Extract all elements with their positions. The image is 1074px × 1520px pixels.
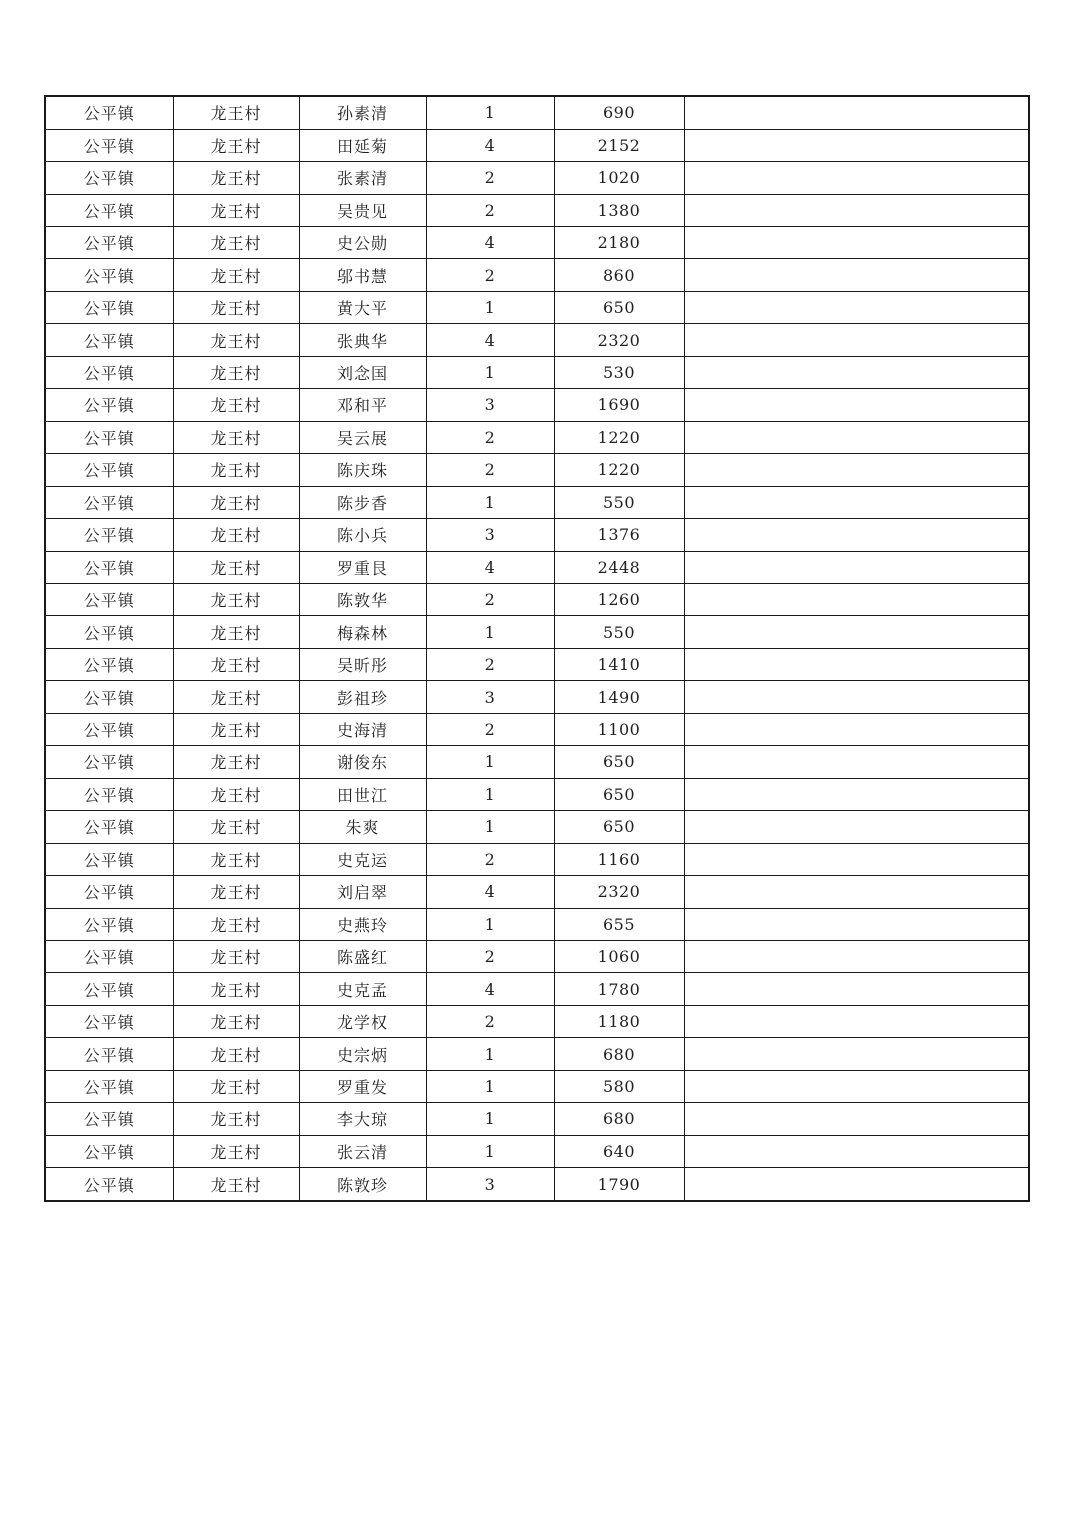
cell-count: 2: [426, 713, 554, 745]
cell-village: 龙王村: [173, 583, 299, 615]
cell-amount: 680: [554, 1103, 684, 1135]
cell-note: [684, 519, 1029, 551]
cell-name: 吴昕彤: [299, 648, 426, 680]
cell-count: 2: [426, 421, 554, 453]
cell-name: 龙学权: [299, 1005, 426, 1037]
cell-count: 1: [426, 746, 554, 778]
table-row: [45, 876, 1029, 908]
cell-village: 龙王村: [173, 778, 299, 810]
cell-town: 公平镇: [45, 486, 173, 518]
cell-name: 张云清: [299, 1135, 426, 1167]
cell-village: 龙王村: [173, 486, 299, 518]
cell-town: 公平镇: [45, 843, 173, 875]
cell-note: [684, 843, 1029, 875]
cell-amount: 2320: [554, 876, 684, 908]
cell-town: 公平镇: [45, 746, 173, 778]
cell-town: 公平镇: [45, 713, 173, 745]
cell-name: 史海清: [299, 713, 426, 745]
table-row: [45, 940, 1029, 972]
cell-count: 2: [426, 648, 554, 680]
cell-note: [684, 876, 1029, 908]
cell-town: 公平镇: [45, 583, 173, 615]
cell-town: 公平镇: [45, 811, 173, 843]
cell-count: 3: [426, 1168, 554, 1201]
table-row: [45, 519, 1029, 551]
cell-town: 公平镇: [45, 1168, 173, 1201]
cell-note: [684, 940, 1029, 972]
cell-count: 1: [426, 486, 554, 518]
cell-count: 2: [426, 843, 554, 875]
cell-note: [684, 1070, 1029, 1102]
cell-note: [684, 226, 1029, 258]
cell-town: 公平镇: [45, 226, 173, 258]
cell-village: 龙王村: [173, 1038, 299, 1070]
cell-amount: 1020: [554, 162, 684, 194]
cell-name: 史燕玲: [299, 908, 426, 940]
table-row: [45, 843, 1029, 875]
cell-count: 1: [426, 1135, 554, 1167]
cell-amount: 1260: [554, 583, 684, 615]
cell-amount: 1220: [554, 454, 684, 486]
cell-amount: 1220: [554, 421, 684, 453]
cell-count: 4: [426, 876, 554, 908]
cell-amount: 1160: [554, 843, 684, 875]
cell-count: 1: [426, 1103, 554, 1135]
cell-count: 2: [426, 259, 554, 291]
cell-town: 公平镇: [45, 96, 173, 129]
table-row: [45, 421, 1029, 453]
cell-amount: 650: [554, 746, 684, 778]
cell-town: 公平镇: [45, 324, 173, 356]
cell-village: 龙王村: [173, 421, 299, 453]
cell-amount: 690: [554, 96, 684, 129]
cell-count: 1: [426, 616, 554, 648]
table-row: [45, 1038, 1029, 1070]
cell-name: 史克孟: [299, 973, 426, 1005]
cell-note: [684, 96, 1029, 129]
cell-count: 2: [426, 162, 554, 194]
cell-name: 史克运: [299, 843, 426, 875]
cell-amount: 1180: [554, 1005, 684, 1037]
cell-name: 谢俊东: [299, 746, 426, 778]
cell-town: 公平镇: [45, 194, 173, 226]
cell-village: 龙王村: [173, 454, 299, 486]
cell-name: 陈敦珍: [299, 1168, 426, 1201]
cell-amount: 1690: [554, 389, 684, 421]
cell-village: 龙王村: [173, 389, 299, 421]
cell-town: 公平镇: [45, 551, 173, 583]
cell-note: [684, 583, 1029, 615]
table-row: [45, 356, 1029, 388]
table-row: [45, 681, 1029, 713]
cell-village: 龙王村: [173, 648, 299, 680]
cell-town: 公平镇: [45, 616, 173, 648]
cell-village: 龙王村: [173, 291, 299, 323]
cell-note: [684, 129, 1029, 161]
cell-town: 公平镇: [45, 1070, 173, 1102]
table-row: [45, 486, 1029, 518]
table-row: [45, 908, 1029, 940]
cell-note: [684, 973, 1029, 1005]
cell-note: [684, 648, 1029, 680]
cell-village: 龙王村: [173, 713, 299, 745]
cell-town: 公平镇: [45, 162, 173, 194]
cell-town: 公平镇: [45, 973, 173, 1005]
cell-amount: 550: [554, 486, 684, 518]
cell-count: 4: [426, 551, 554, 583]
cell-amount: 650: [554, 811, 684, 843]
cell-amount: 640: [554, 1135, 684, 1167]
table-row: [45, 96, 1029, 129]
cell-town: 公平镇: [45, 129, 173, 161]
cell-name: 史公勋: [299, 226, 426, 258]
cell-name: 罗重艮: [299, 551, 426, 583]
cell-amount: 550: [554, 616, 684, 648]
table-row: [45, 129, 1029, 161]
cell-name: 刘启翠: [299, 876, 426, 908]
cell-village: 龙王村: [173, 162, 299, 194]
cell-village: 龙王村: [173, 519, 299, 551]
cell-amount: 2320: [554, 324, 684, 356]
cell-amount: 1790: [554, 1168, 684, 1201]
cell-note: [684, 454, 1029, 486]
cell-amount: 650: [554, 778, 684, 810]
table-row: [45, 194, 1029, 226]
cell-note: [684, 162, 1029, 194]
cell-count: 3: [426, 681, 554, 713]
cell-count: 2: [426, 583, 554, 615]
cell-count: 2: [426, 194, 554, 226]
cell-count: 4: [426, 324, 554, 356]
table-row: [45, 973, 1029, 1005]
cell-village: 龙王村: [173, 616, 299, 648]
cell-town: 公平镇: [45, 291, 173, 323]
cell-name: 陈步香: [299, 486, 426, 518]
cell-name: 张典华: [299, 324, 426, 356]
cell-town: 公平镇: [45, 389, 173, 421]
table-row: [45, 162, 1029, 194]
cell-village: 龙王村: [173, 356, 299, 388]
cell-count: 1: [426, 908, 554, 940]
cell-name: 田世江: [299, 778, 426, 810]
cell-town: 公平镇: [45, 876, 173, 908]
cell-name: 田延菊: [299, 129, 426, 161]
cell-village: 龙王村: [173, 194, 299, 226]
table-row: [45, 551, 1029, 583]
cell-amount: 680: [554, 1038, 684, 1070]
cell-note: [684, 1005, 1029, 1037]
table-row: [45, 1005, 1029, 1037]
table-row: [45, 583, 1029, 615]
table-row: [45, 324, 1029, 356]
table-row: [45, 1103, 1029, 1135]
table-row: [45, 746, 1029, 778]
cell-village: 龙王村: [173, 746, 299, 778]
cell-amount: 1780: [554, 973, 684, 1005]
table-row: [45, 616, 1029, 648]
cell-village: 龙王村: [173, 259, 299, 291]
cell-village: 龙王村: [173, 973, 299, 1005]
cell-note: [684, 486, 1029, 518]
cell-note: [684, 1103, 1029, 1135]
cell-name: 邬书慧: [299, 259, 426, 291]
cell-amount: 580: [554, 1070, 684, 1102]
cell-town: 公平镇: [45, 908, 173, 940]
cell-town: 公平镇: [45, 648, 173, 680]
cell-name: 罗重发: [299, 1070, 426, 1102]
cell-note: [684, 194, 1029, 226]
cell-town: 公平镇: [45, 1038, 173, 1070]
cell-village: 龙王村: [173, 908, 299, 940]
cell-note: [684, 681, 1029, 713]
cell-name: 吴云展: [299, 421, 426, 453]
cell-amount: 860: [554, 259, 684, 291]
cell-note: [684, 259, 1029, 291]
cell-name: 孙素清: [299, 96, 426, 129]
cell-village: 龙王村: [173, 96, 299, 129]
cell-count: 1: [426, 778, 554, 810]
cell-note: [684, 324, 1029, 356]
cell-count: 1: [426, 356, 554, 388]
cell-village: 龙王村: [173, 1103, 299, 1135]
cell-note: [684, 291, 1029, 323]
cell-name: 朱爽: [299, 811, 426, 843]
cell-name: 张素清: [299, 162, 426, 194]
cell-name: 吴贵见: [299, 194, 426, 226]
cell-amount: 1490: [554, 681, 684, 713]
cell-note: [684, 1038, 1029, 1070]
cell-village: 龙王村: [173, 226, 299, 258]
cell-count: 4: [426, 226, 554, 258]
cell-note: [684, 746, 1029, 778]
cell-amount: 1376: [554, 519, 684, 551]
table-row: [45, 259, 1029, 291]
cell-village: 龙王村: [173, 1005, 299, 1037]
records-table: [44, 95, 1030, 1202]
table-row: [45, 454, 1029, 486]
cell-amount: 2448: [554, 551, 684, 583]
cell-count: 2: [426, 1005, 554, 1037]
cell-town: 公平镇: [45, 356, 173, 388]
cell-note: [684, 421, 1029, 453]
cell-amount: 2152: [554, 129, 684, 161]
cell-name: 刘念国: [299, 356, 426, 388]
cell-town: 公平镇: [45, 454, 173, 486]
cell-amount: 1100: [554, 713, 684, 745]
cell-note: [684, 778, 1029, 810]
cell-town: 公平镇: [45, 940, 173, 972]
table-row: [45, 226, 1029, 258]
cell-name: 陈盛红: [299, 940, 426, 972]
cell-note: [684, 811, 1029, 843]
table-row: [45, 648, 1029, 680]
cell-count: 2: [426, 940, 554, 972]
cell-note: [684, 713, 1029, 745]
cell-note: [684, 1168, 1029, 1201]
cell-count: 1: [426, 291, 554, 323]
cell-amount: 650: [554, 291, 684, 323]
cell-name: 陈庆珠: [299, 454, 426, 486]
cell-town: 公平镇: [45, 778, 173, 810]
cell-note: [684, 616, 1029, 648]
table-row: [45, 1070, 1029, 1102]
cell-count: 3: [426, 519, 554, 551]
cell-town: 公平镇: [45, 519, 173, 551]
cell-town: 公平镇: [45, 1005, 173, 1037]
table-body: [45, 96, 1029, 1201]
cell-town: 公平镇: [45, 681, 173, 713]
cell-amount: 2180: [554, 226, 684, 258]
cell-count: 1: [426, 1070, 554, 1102]
cell-village: 龙王村: [173, 681, 299, 713]
cell-village: 龙王村: [173, 1135, 299, 1167]
cell-town: 公平镇: [45, 259, 173, 291]
cell-village: 龙王村: [173, 843, 299, 875]
cell-name: 黄大平: [299, 291, 426, 323]
cell-amount: 655: [554, 908, 684, 940]
cell-amount: 530: [554, 356, 684, 388]
table-row: [45, 713, 1029, 745]
cell-count: 2: [426, 454, 554, 486]
cell-count: 4: [426, 973, 554, 1005]
cell-village: 龙王村: [173, 1070, 299, 1102]
cell-count: 4: [426, 129, 554, 161]
table-row: [45, 811, 1029, 843]
cell-note: [684, 389, 1029, 421]
table-row: [45, 778, 1029, 810]
cell-village: 龙王村: [173, 129, 299, 161]
cell-amount: 1380: [554, 194, 684, 226]
cell-count: 1: [426, 1038, 554, 1070]
cell-count: 3: [426, 389, 554, 421]
cell-village: 龙王村: [173, 324, 299, 356]
cell-name: 彭祖珍: [299, 681, 426, 713]
cell-village: 龙王村: [173, 876, 299, 908]
cell-count: 1: [426, 96, 554, 129]
cell-name: 史宗炳: [299, 1038, 426, 1070]
cell-amount: 1410: [554, 648, 684, 680]
cell-name: 邓和平: [299, 389, 426, 421]
cell-name: 陈敦华: [299, 583, 426, 615]
cell-note: [684, 551, 1029, 583]
table-row: [45, 389, 1029, 421]
cell-village: 龙王村: [173, 1168, 299, 1201]
cell-village: 龙王村: [173, 940, 299, 972]
cell-count: 1: [426, 811, 554, 843]
cell-note: [684, 1135, 1029, 1167]
cell-amount: 1060: [554, 940, 684, 972]
table-row: [45, 1168, 1029, 1201]
table-row: [45, 291, 1029, 323]
cell-note: [684, 356, 1029, 388]
cell-name: 陈小兵: [299, 519, 426, 551]
cell-name: 梅森林: [299, 616, 426, 648]
cell-town: 公平镇: [45, 1103, 173, 1135]
cell-town: 公平镇: [45, 421, 173, 453]
cell-village: 龙王村: [173, 811, 299, 843]
cell-village: 龙王村: [173, 551, 299, 583]
table-row: [45, 1135, 1029, 1167]
cell-note: [684, 908, 1029, 940]
cell-name: 李大琼: [299, 1103, 426, 1135]
cell-town: 公平镇: [45, 1135, 173, 1167]
